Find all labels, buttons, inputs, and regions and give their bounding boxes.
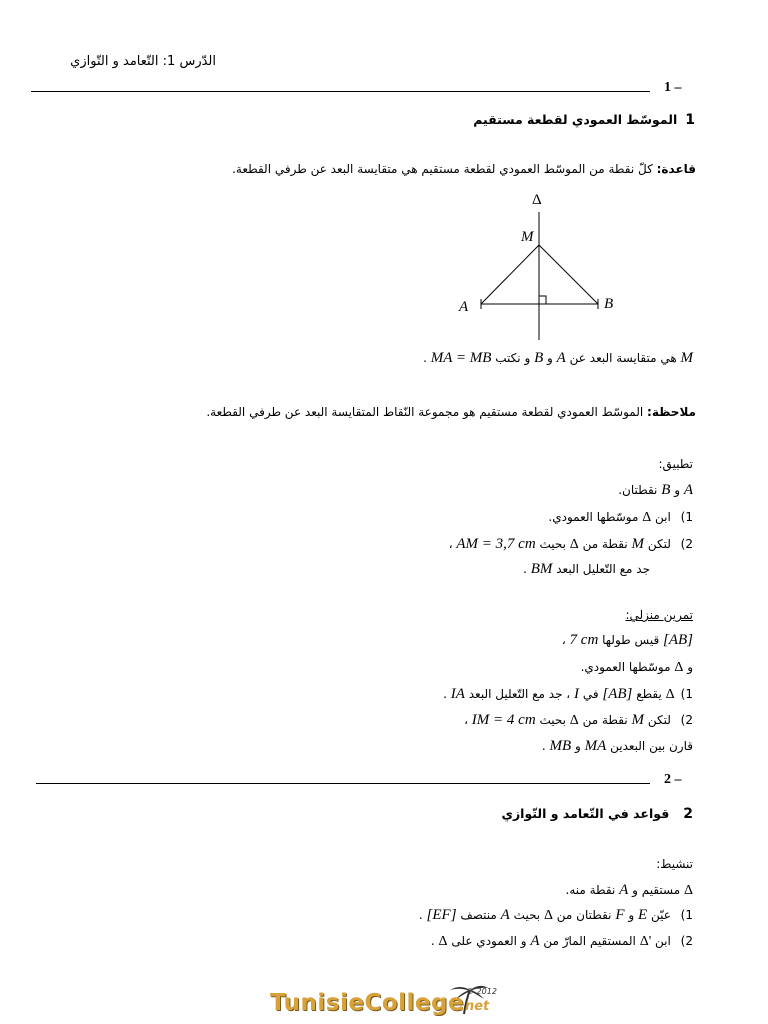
act-item1-seg: [EF]: [426, 907, 457, 923]
app-item1-rest: موسّطها العمودي.: [548, 510, 643, 524]
hw-compare-mb: MB: [549, 738, 572, 754]
site-logo: [270, 984, 510, 1020]
app-item1-text: ابن: [651, 510, 675, 524]
section-2-number: 2: [683, 806, 693, 822]
act-intro-t1: مستقيم و: [628, 883, 684, 897]
homework-compare: [542, 738, 693, 755]
note-text: الموسّط العمودي لقطعة مستقيم هو مجموعة النّقاط المتقايسة البعد عن طرفي القطعة.: [206, 405, 648, 419]
logo-text: TunisieCollege: [270, 990, 465, 1016]
application-item-1: [548, 510, 693, 526]
figure-label-m: M: [521, 229, 534, 245]
hw-item1-seg: [AB]: [602, 686, 633, 702]
caption-end: .: [423, 351, 431, 365]
rule-text: كلّ نقطة من الموسّط العمودي لقطعة مستقيم هي متقايسة البعد عن طرفي القطعة.: [232, 162, 657, 176]
hw-item1-ia: IA: [450, 686, 465, 702]
activity-intro: [566, 882, 693, 899]
activity-item-2: [431, 933, 693, 950]
logo-suffix: .net: [460, 999, 490, 1014]
hw-line2-t1: و: [683, 660, 693, 674]
homework-line-2: [581, 660, 693, 676]
act-item1-t1: عيّن: [647, 908, 675, 922]
app-item2-line2-t1: جد مع التّعليل البعد: [552, 562, 650, 576]
hw-line2-rest: موسّطها العمودي.: [580, 660, 675, 674]
hw-line1-len: 7 cm: [569, 632, 599, 648]
app-intro-and: و: [670, 483, 684, 497]
app-item2-num: 2): [680, 537, 693, 551]
hw-compare-ma: MA: [584, 738, 607, 754]
hw-line1-end: ،: [561, 633, 570, 647]
section-1-heading: [473, 112, 695, 129]
app-item2-end: ،: [448, 537, 457, 551]
act-item2-t3: و العمودي على: [447, 934, 531, 948]
rule-paragraph: [232, 162, 696, 176]
section-1-number: 1: [685, 112, 695, 128]
hw-compare-and: و: [571, 739, 585, 753]
act-item1-t3: بحيث: [509, 908, 544, 922]
hw-item2-end: ،: [464, 713, 472, 727]
act-intro-delta: Δ: [683, 883, 693, 898]
act-item1-delta: Δ: [543, 908, 553, 923]
app-intro-rest: نقطتان.: [618, 483, 662, 497]
caption-m: M: [680, 350, 693, 366]
app-intro-a: A: [683, 482, 693, 498]
act-item1-t2: نقطتان من: [552, 908, 616, 922]
figure-caption: [423, 350, 693, 367]
hw-item1-delta: Δ: [665, 687, 675, 702]
act-item2-a: A: [530, 933, 540, 949]
caption-b: B: [534, 350, 544, 366]
activity-heading: تنشيط:: [656, 857, 693, 871]
caption-and: و: [543, 351, 557, 365]
note-paragraph: [206, 405, 696, 419]
app-item2-line2-bm: BM: [530, 561, 553, 577]
act-item1-f: F: [615, 907, 625, 923]
application-heading: تطبيق:: [658, 457, 693, 471]
app-item1-num: 1): [680, 510, 693, 524]
homework-item-2: [464, 712, 693, 729]
act-item2-delta: Δ: [438, 934, 448, 949]
hw-item2-t2: نقطة من: [578, 713, 632, 727]
hw-line2-delta: Δ: [674, 660, 684, 675]
hw-item1-t3: ، جد مع التّعليل البعد: [464, 687, 574, 701]
section-2-marker: 2 –: [664, 772, 682, 787]
app-item2-t3: بحيث: [535, 537, 570, 551]
act-intro-a: A: [619, 882, 629, 898]
hw-compare-t1: قارن بين البعدين: [606, 739, 693, 753]
application-item-2-line-2: [523, 561, 650, 578]
hw-line1-seg: [AB]: [663, 632, 693, 648]
section-1-rule: [31, 91, 650, 92]
hw-compare-end: .: [541, 739, 550, 753]
logo-copyright: © 2012: [466, 987, 497, 996]
act-item1-and: و: [624, 908, 638, 922]
hw-item1-num: 1): [680, 687, 693, 701]
app-item2-t2: نقطة من: [578, 537, 632, 551]
hw-item2-delta: Δ: [569, 713, 579, 728]
homework-heading: تمرين منزلي:: [625, 608, 693, 622]
section-1-marker: 1 –: [664, 80, 682, 95]
hw-item1-t1: يقطع: [632, 687, 666, 701]
app-item2-t1: لتكن: [644, 537, 675, 551]
act-item2-num: 2): [680, 934, 693, 948]
hw-item2-t1: لتكن: [644, 713, 675, 727]
act-item1-end: .: [418, 908, 427, 922]
hw-item1-i: I: [574, 686, 579, 702]
hw-line1-t1: قيس طولها: [598, 633, 663, 647]
act-item2-t1: ابن: [651, 934, 675, 948]
note-label: ملاحظة:: [647, 405, 696, 419]
right-angle-mark: [539, 296, 546, 304]
act-item1-e: E: [637, 907, 648, 923]
app-intro-b: B: [661, 482, 671, 498]
application-intro: [618, 482, 693, 499]
rule-label: قاعدة:: [656, 162, 696, 176]
caption-text-2: و نكتب: [491, 351, 535, 365]
hw-item1-t2: في: [579, 687, 603, 701]
app-item2-formula: AM = 3,7 cm: [456, 536, 536, 552]
segment-ma: [481, 245, 539, 304]
caption-formula: MA = MB: [430, 350, 492, 366]
lesson-title: الدّرس 1: التّعامد و التّوازي: [70, 54, 216, 69]
figure-label-b: B: [604, 296, 614, 312]
hw-item2-t3: بحيث: [535, 713, 570, 727]
hw-item2-m: M: [631, 712, 644, 728]
activity-item-1: [419, 907, 693, 924]
hw-item1-end: .: [443, 687, 451, 701]
application-item-2: [449, 536, 693, 553]
app-item2-m: M: [631, 536, 644, 552]
act-item1-num: 1): [680, 908, 693, 922]
act-intro-t2: نقطة منه.: [565, 883, 620, 897]
act-item1-a: A: [500, 907, 510, 923]
act-item2-t2: المستقيم المارّ من: [539, 934, 640, 948]
act-item2-end: .: [430, 934, 439, 948]
section-1-title: الموسّط العمودي لقطعة مستقيم: [473, 112, 678, 127]
section-2-heading: [502, 806, 693, 823]
segment-mb: [539, 245, 598, 304]
section-2-rule: [36, 783, 650, 784]
app-item2-line2-end: .: [523, 562, 531, 576]
act-item1-t4: منتصف: [456, 908, 501, 922]
figure-label-delta: Δ: [532, 192, 542, 208]
homework-line-1: [562, 632, 693, 649]
section-2-title: قواعد في التّعامد و التّوازي: [501, 806, 670, 821]
homework-item-1: [443, 686, 693, 703]
hw-item2-num: 2): [680, 713, 693, 727]
app-item1-delta: Δ: [642, 510, 652, 525]
figure-label-a: A: [459, 299, 469, 315]
hw-item2-formula: IM = 4 cm: [471, 712, 536, 728]
caption-text-1: هي متقايسة البعد عن: [565, 351, 681, 365]
app-item2-delta: Δ: [569, 537, 579, 552]
act-item2-deltap: Δ': [639, 934, 652, 949]
caption-a: A: [556, 350, 566, 366]
